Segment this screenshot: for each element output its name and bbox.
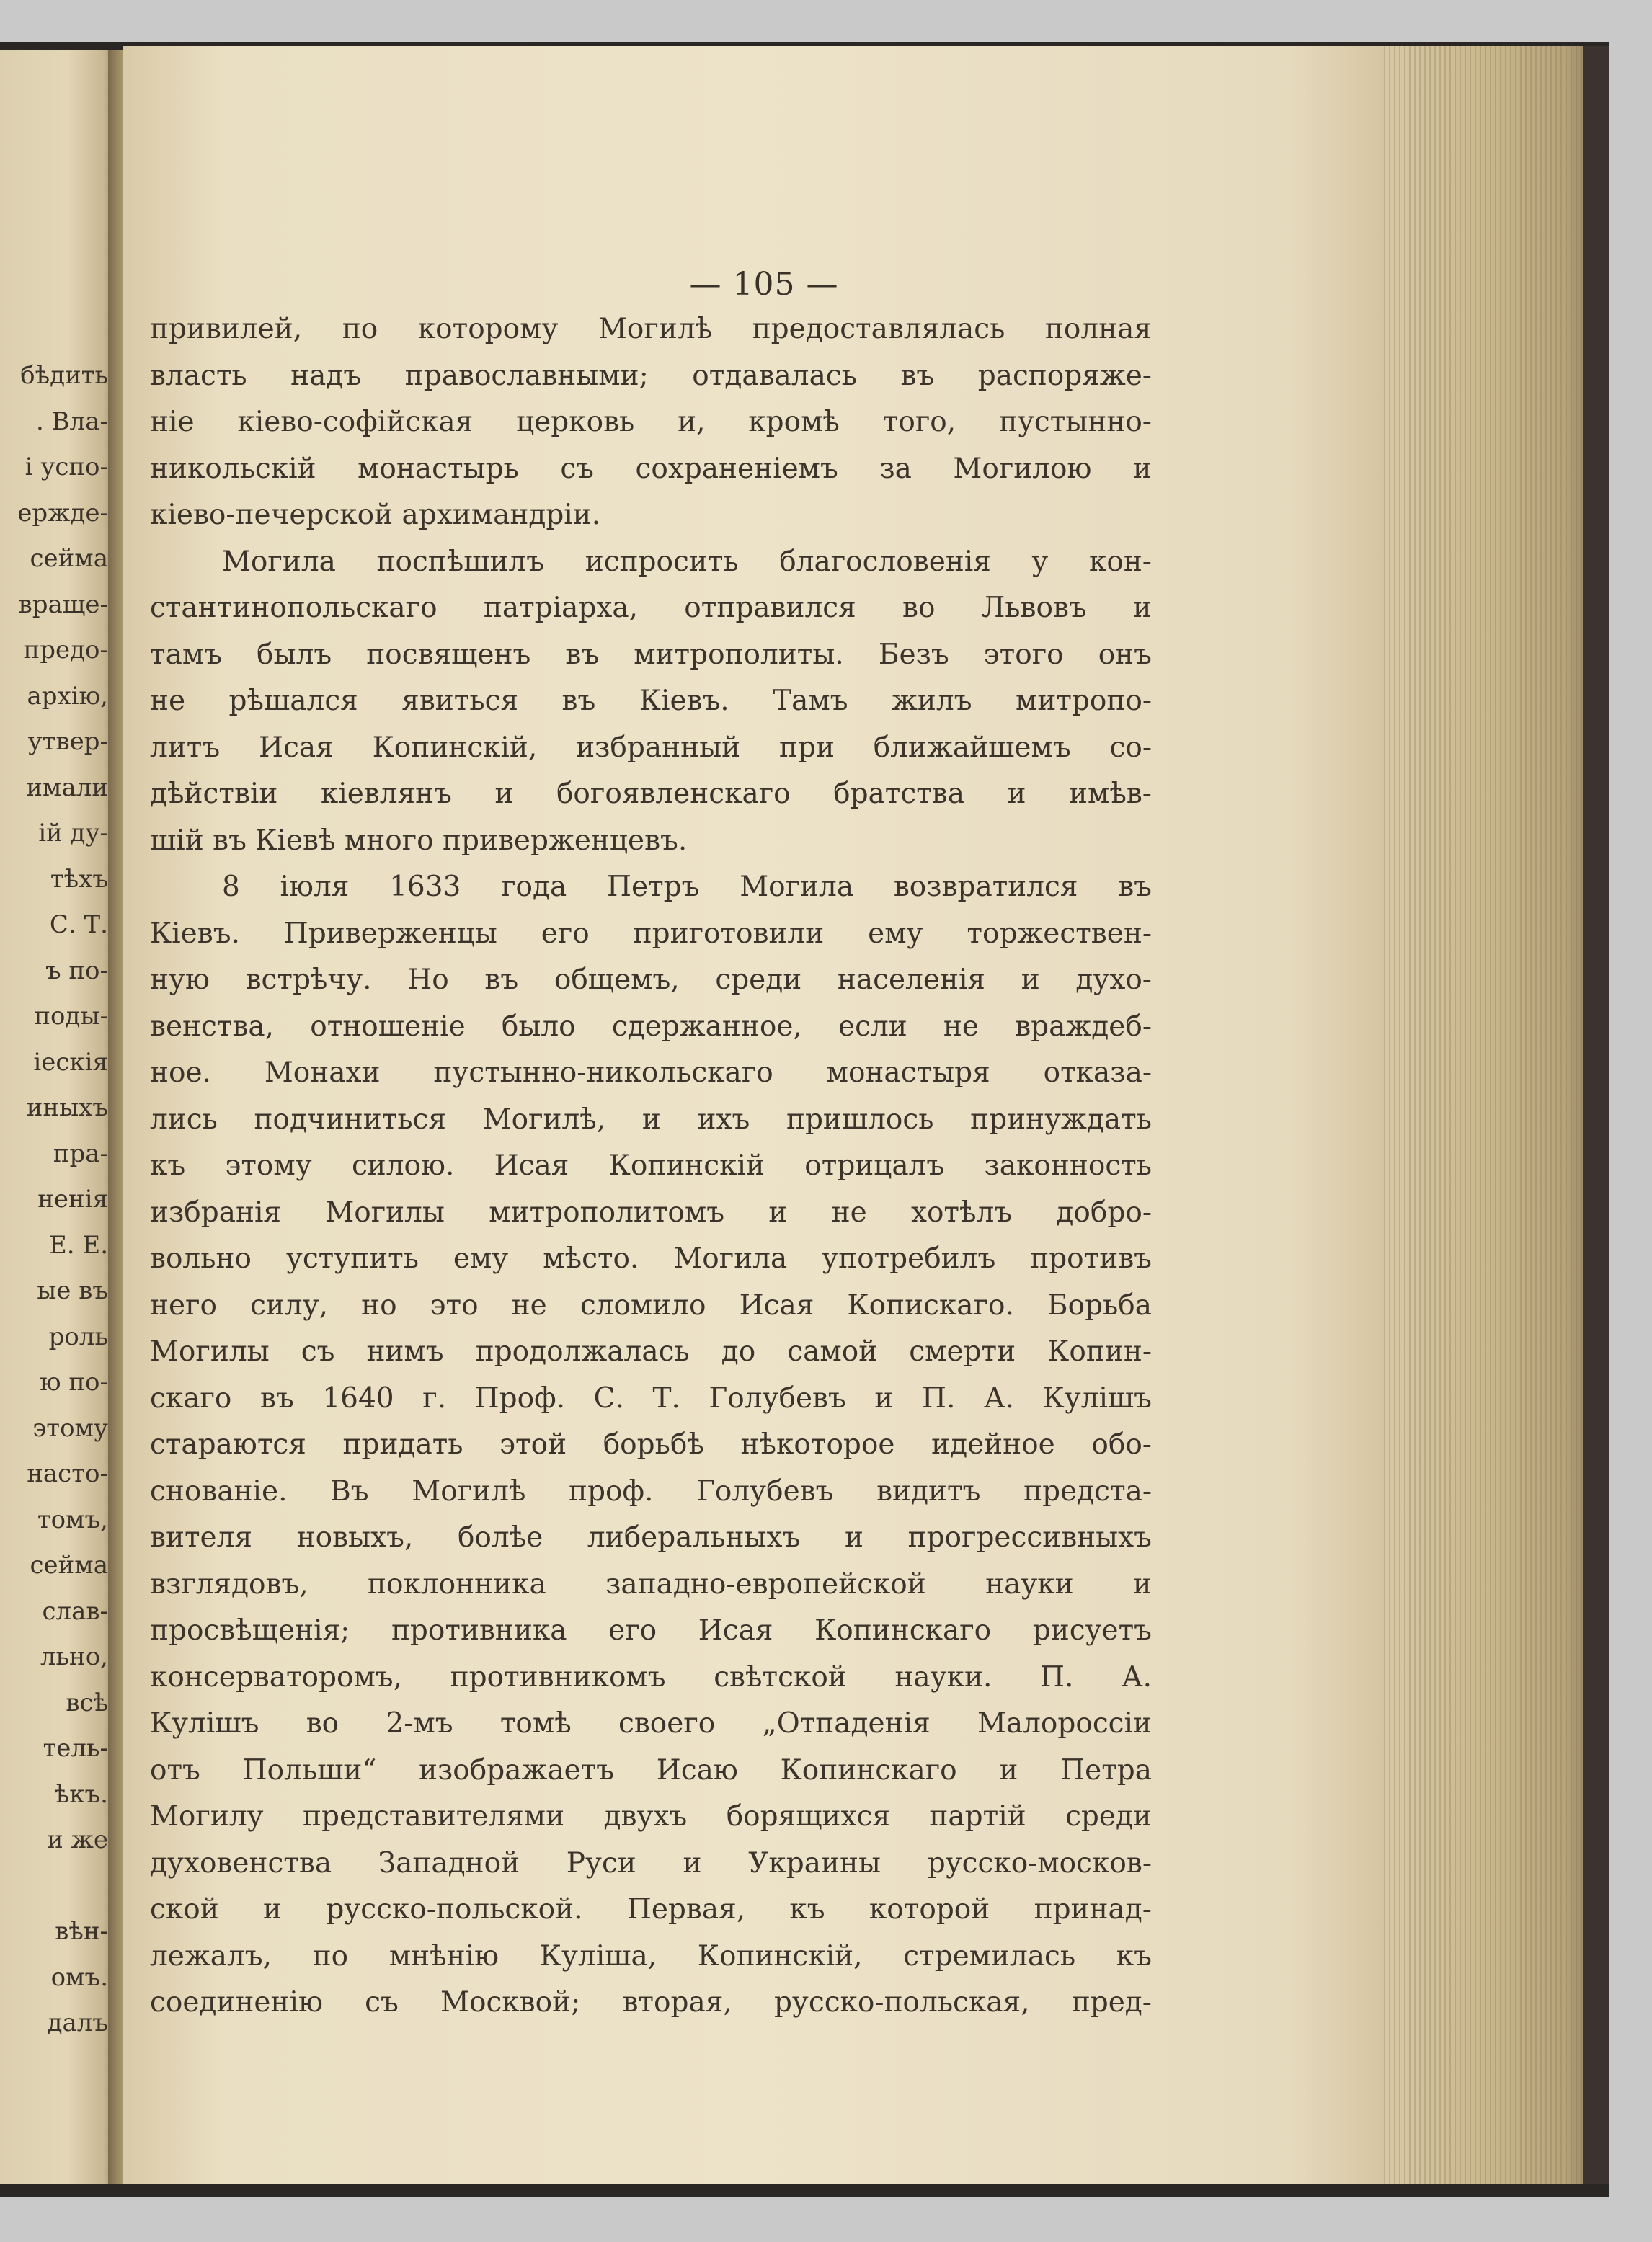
text-line: ное. Монахи пустынно-никольскаго монастыря отказа- [150,1057,1152,1089]
left-page-line: ю по- [39,1368,108,1397]
text-line: лежалъ, по мнѣнію Куліша, Копинскій, стремилась къ [150,1939,1152,1972]
left-page-line: ѣкъ. [54,1779,108,1809]
text-line: тамъ былъ посвященъ въ митрополиты. Безъ этого онъ [150,638,1152,671]
left-page-line: омъ. [50,1962,108,1992]
text-line: не рѣшался явиться въ Кіевъ. Тамъ жилъ митропо- [150,685,1152,717]
text-line: литъ Исая Копинскій, избранный при ближайшемъ со- [150,731,1152,764]
left-page-line: сейма [30,544,108,573]
left-page-line: і успо- [25,453,108,481]
text-line: венства, отношеніе было сдержанное, если не враждеб- [150,1010,1152,1043]
page-edges [1384,46,1609,2184]
page-number: — 105 — [689,266,839,303]
text-line: 8 іюля 1633 года Петръ Могила возвратился въ [222,871,1152,903]
text-line: Кулішъ во 2-мъ томѣ своего „Отпаденія Малороссіи [150,1707,1152,1740]
paragraph [150,306,1152,539]
text-line: духовенства Западной Руси и Украины русско-москов- [150,1846,1152,1880]
text-line: власть надъ православными; отдавалась въ распоряже- [150,359,1152,392]
text-line: Могилу представителями двухъ борящихся партій среди [150,1800,1152,1833]
left-page-line: ій ду- [38,819,108,848]
text-line: снованіе. Въ Могилѣ проф. Голубевъ видитъ предста- [150,1474,1152,1508]
text-line: никольскій монастырь съ сохраненіемъ за Могилою и [150,452,1152,485]
text-line: ской и русско-польской. Первая, къ которой принад- [150,1893,1152,1926]
left-page-line: этому [32,1413,108,1443]
left-page-line: тель- [43,1734,108,1763]
left-page-line: далъ [47,2009,108,2037]
left-page-line: имали [26,773,108,802]
text-line: лись подчиниться Могилѣ, и ихъ пришлось принуждать [150,1103,1152,1136]
left-page-line: ые въ [37,1276,108,1305]
text-line: скаго въ 1640 г. Проф. С. Т. Голубевъ и П. А. Кулішъ [150,1382,1152,1415]
book-cover-edge [1583,46,1609,2184]
text-line: Могила поспѣшилъ испросить благословенія у кон- [222,545,1152,578]
left-page-line: враще- [18,590,108,619]
left-page [0,50,121,2184]
left-page-line: тѣхъ [50,864,108,894]
left-page-line: . Вла- [36,406,108,436]
left-page-line: роль [48,1322,108,1351]
text-line: шій въ Кіевѣ много приверженцевъ. [150,824,688,857]
text-line: вольно уступить ему мѣсто. Могила употребилъ противъ [150,1242,1152,1275]
left-page-line: иныхъ [26,1093,108,1122]
text-line: ніе кіево-софійская церковь и, кромѣ того, пустынно- [150,406,1152,438]
text-line: къ этому силою. Исая Копинскій отрицалъ законность [150,1149,1152,1182]
left-page-line: утвер- [27,727,108,756]
left-page-line: архію, [27,681,108,711]
text-line: взглядовъ, поклонника западно-европейской науки и [150,1567,1152,1601]
text-line: соединенію съ Москвой; вторая, русско-польская, пред- [150,1986,1152,2019]
left-page-line: ъ по- [45,956,108,985]
paragraph [150,539,1152,865]
paragraph [150,864,1152,2027]
left-page-line: вѣн- [55,1917,108,1946]
left-page-line: томъ, [37,1505,108,1534]
text-line: Кіевъ. Приверженцы его приготовили ему торжествен- [150,917,1152,950]
text-line: дѣйствіи кіевлянъ и богоявленскаго братства и имѣв- [150,778,1152,810]
text-line: вителя новыхъ, болѣе либеральныхъ и прогрессивныхъ [150,1521,1152,1554]
left-page-line: іескія [33,1047,108,1077]
text-line: Могилы съ нимъ продолжалась до самой смерти Копин- [150,1335,1152,1368]
left-page-line: пра- [53,1139,108,1168]
text-line: стантинопольскаго патріарха, отправился во Львовъ и [150,592,1152,624]
left-page-line: сейма [30,1551,108,1580]
left-page-line: Е. Е. [48,1230,108,1260]
left-page-line [0,1864,108,1910]
left-page-line: С. Т. [49,910,108,939]
left-page-line: предо- [23,636,108,664]
left-page-line: поды- [34,1002,108,1031]
text-line: привилей, по которому Могилѣ предоставлялась полная [150,313,1152,345]
left-page-line: и же [47,1825,108,1854]
body-text [150,306,1152,2027]
left-page-line: слав- [42,1596,108,1626]
text-line: кіево-печерской архимандріи. [150,499,601,531]
text-line: избранія Могилы митрополитомъ и не хотѣлъ добро- [150,1196,1152,1229]
left-page-line: насто- [27,1459,108,1488]
left-page-line: всѣ [66,1688,108,1717]
left-page-line: ержде- [17,498,108,528]
text-line: просвѣщенія; противника его Исая Копинскаго рисуетъ [150,1614,1152,1647]
text-line: консерваторомъ, противникомъ свѣтской науки. П. А. [150,1660,1152,1694]
left-page-line: льно, [40,1642,108,1671]
left-page-line: бѣдить [20,361,108,390]
left-page-line: ненія [37,1185,108,1214]
text-line: стараются придать этой борьбѣ нѣкоторое идейное обо- [150,1428,1152,1461]
left-page-text-fragments [0,353,108,2047]
text-line: ную встрѣчу. Но въ общемъ, среди населенія и духо- [150,964,1152,996]
text-line: него силу, но это не сломило Исая Копискаго. Борьба [150,1289,1152,1322]
text-line: отъ Польши“ изображаетъ Исаю Копинскаго и Петра [150,1753,1152,1787]
